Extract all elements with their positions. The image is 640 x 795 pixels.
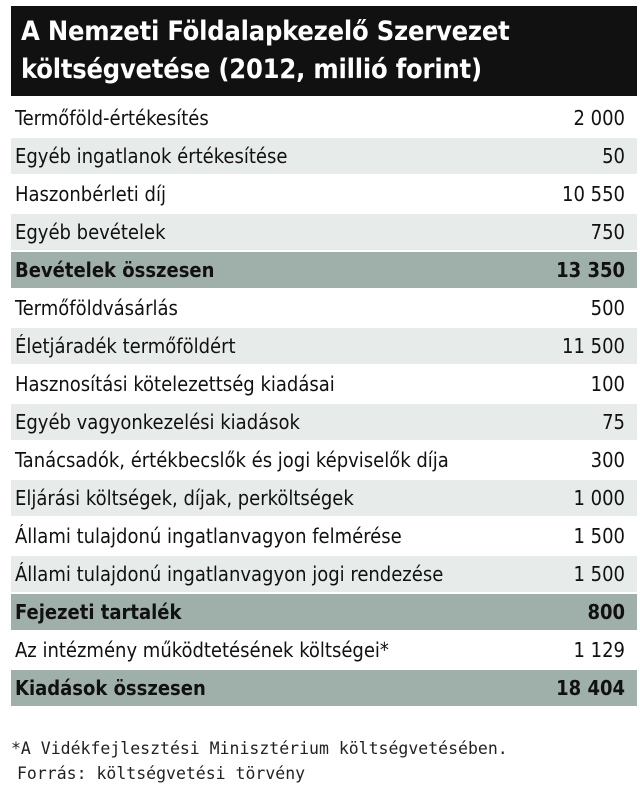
reserve-row	[11, 594, 637, 630]
row-label: Egyéb bevételek	[15, 220, 166, 244]
table-row	[11, 556, 637, 592]
row-label: Hasznosítási kötelezettség kiadásai	[15, 372, 335, 396]
table-row	[11, 138, 637, 174]
row-value: 500	[590, 296, 625, 320]
footnote-text: *A Vidékfejlesztési Minisztérium költségvetésében.	[11, 739, 508, 758]
row-label: Eljárási költségek, díjak, perköltségek	[15, 486, 354, 510]
table-row	[11, 290, 637, 326]
table-title-box	[11, 6, 637, 96]
row-value: 11 500	[562, 334, 625, 358]
row-label: Termőföldvásárlás	[15, 296, 178, 320]
row-label: Bevételek összesen	[15, 258, 215, 282]
row-label: Állami tulajdonú ingatlanvagyon jogi rendezése	[15, 562, 444, 586]
row-label: Tanácsadók, értékbecslők és jogi képviselők díja	[15, 448, 449, 472]
table-title-line-2: költségvetése (2012, millió forint)	[21, 54, 482, 85]
row-value: 10 550	[562, 182, 625, 206]
row-value: 1 500	[573, 562, 625, 586]
table-row	[11, 442, 637, 478]
row-label: Állami tulajdonú ingatlanvagyon felmérése	[15, 524, 402, 548]
table-row	[11, 632, 637, 668]
table-row	[11, 214, 637, 250]
source-text: Forrás: költségvetési törvény	[17, 764, 306, 783]
budget-table	[11, 100, 637, 708]
row-label: Haszonbérleti díj	[15, 182, 166, 206]
row-label: Fejezeti tartalék	[15, 600, 182, 624]
row-value: 800	[587, 600, 625, 624]
row-label: Kiadások összesen	[15, 676, 206, 700]
row-label: Életjáradék termőföldért	[15, 334, 236, 358]
row-value: 18 404	[556, 676, 625, 700]
row-value: 100	[590, 372, 625, 396]
row-value: 1 000	[573, 486, 625, 510]
table-row	[11, 100, 637, 136]
total-row-revenue	[11, 252, 637, 288]
row-value: 750	[590, 220, 625, 244]
table-row	[11, 518, 637, 554]
row-value: 2 000	[573, 106, 625, 130]
row-value: 75	[602, 410, 625, 434]
row-value: 13 350	[556, 258, 625, 282]
table-row	[11, 366, 637, 402]
row-label: Egyéb ingatlanok értékesítése	[15, 144, 288, 168]
row-value: 50	[602, 144, 625, 168]
row-value: 300	[590, 448, 625, 472]
row-label: Egyéb vagyonkezelési kiadások	[15, 410, 300, 434]
total-row-expenses	[11, 670, 637, 706]
row-label: Az intézmény működtetésének költségei*	[15, 638, 389, 662]
table-row	[11, 404, 637, 440]
footnotes	[11, 736, 637, 786]
table-title-line-1: A Nemzeti Földalapkezelő Szervezet	[21, 16, 510, 47]
table-row	[11, 176, 637, 212]
row-value: 1 500	[573, 524, 625, 548]
table-row	[11, 328, 637, 364]
row-value: 1 129	[573, 638, 625, 662]
row-label: Termőföld-értékesítés	[15, 106, 209, 130]
table-row	[11, 480, 637, 516]
